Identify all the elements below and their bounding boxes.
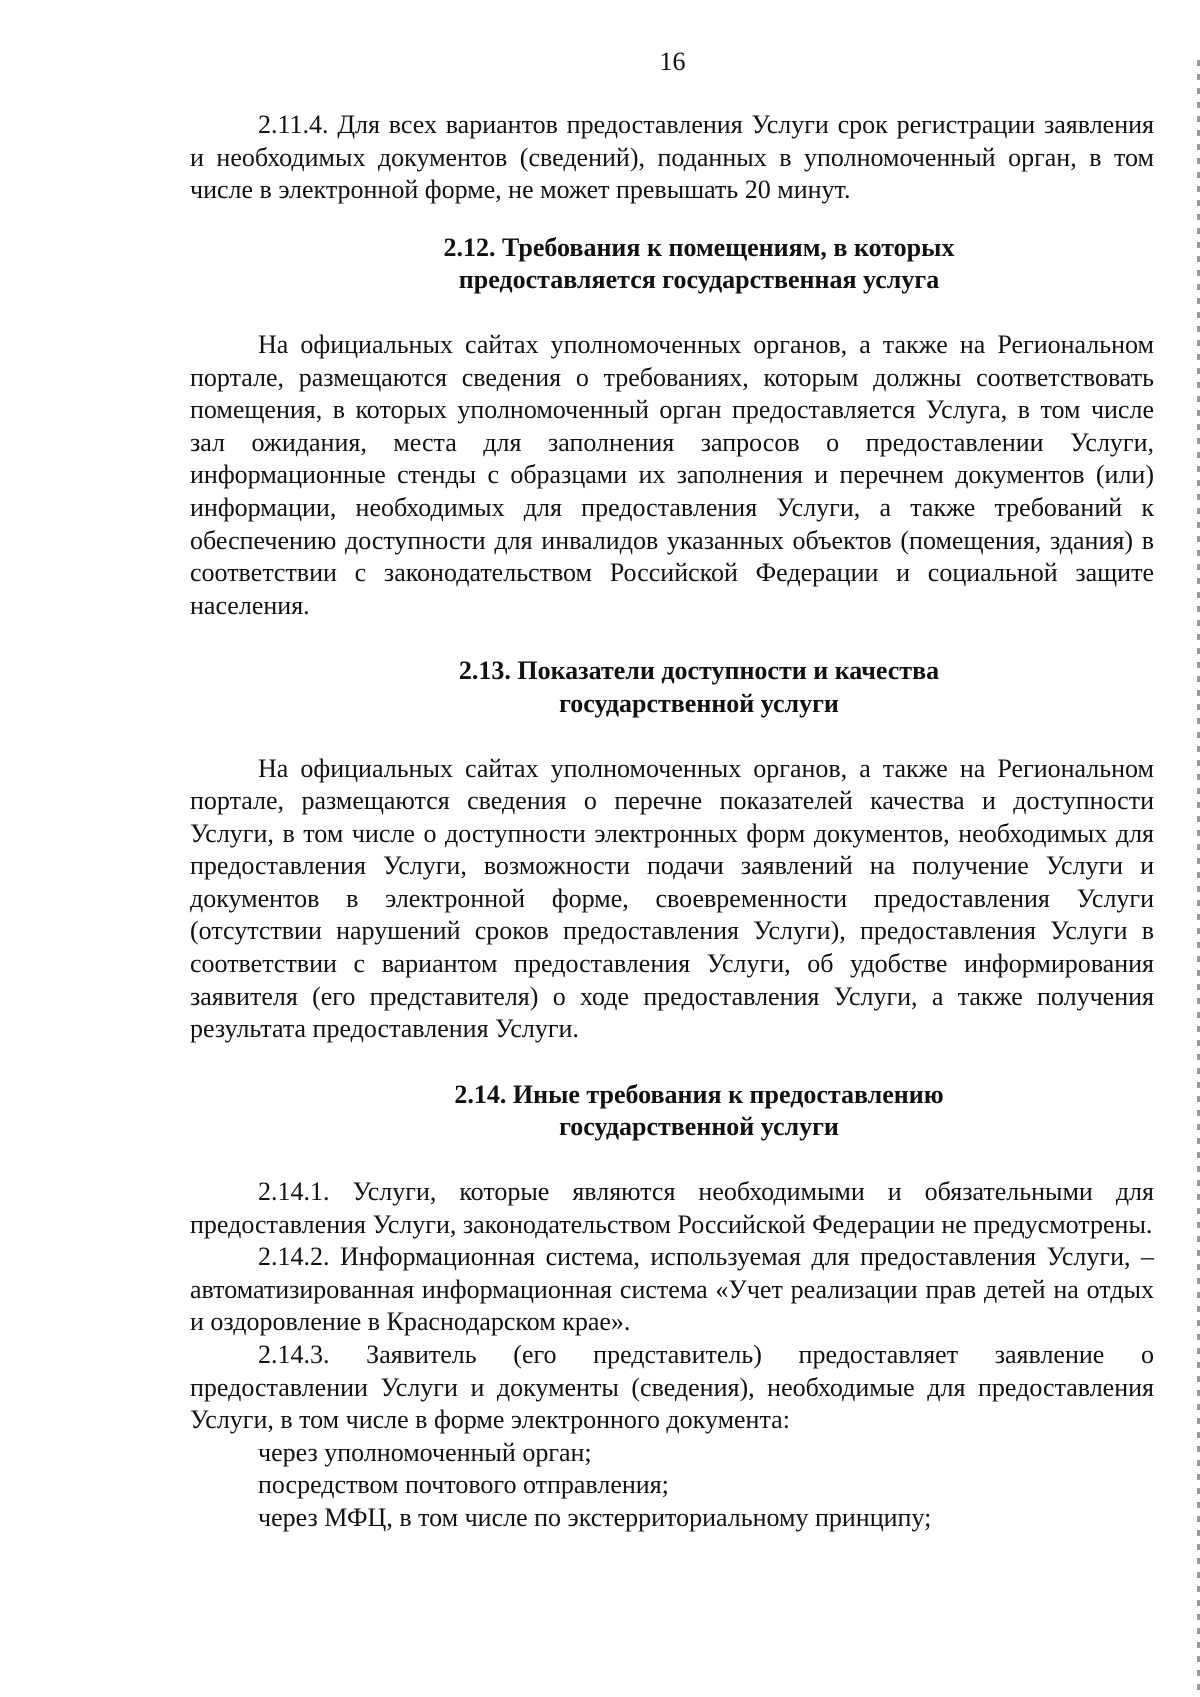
list-item: посредством почтового отправления; bbox=[258, 1470, 669, 1500]
paragraph-2-11-4: 2.11.4. Для всех вариантов предоставления Услуги срок регистрации заявления и необходимых документов (сведений), поданных в уполномоченный орган, в том числе в электронной форме, не может превышать 20 минут. bbox=[190, 110, 1154, 205]
paragraph-2-14-1: 2.14.1. Услуги, которые являются необходимыми и обязательными для предоставления Услуги, законодательством Российской Федерации не предусмотрены. bbox=[190, 1177, 1154, 1239]
heading-2-12-line-1: 2.12. Требования к помещениям, в которых bbox=[443, 232, 955, 262]
page-number: 16 bbox=[659, 47, 686, 76]
document-body bbox=[190, 109, 1154, 1535]
heading-2-14-line-1: 2.14. Иные требования к предоставлению bbox=[454, 1079, 944, 1109]
heading-2-13-line-1: 2.13. Показатели доступности и качества bbox=[458, 656, 940, 686]
paragraph-2-14-2: 2.14.2. Информационная система, используемая для предоставления Услуги, – автоматизированная информационная система «Учет реализации прав детей на отдых и оздоровление в Краснодарском крае». bbox=[190, 1242, 1154, 1337]
paragraph-2-14-3: 2.14.3. Заявитель (его представитель) предоставляет заявление о предоставлении Услуги и документы (сведения), необходимые для предоставления Услуги, в том числе в форме электронного документа: bbox=[190, 1340, 1154, 1435]
paragraph-2-12: На официальных сайтах уполномоченных органов, а также на Региональном портале, размещаются сведения о требованиях, которым должны соответствовать помещения, в которых уполномоченный орган предоставляется Услуга, в том числе зал ожидания, места для заполнения запросов о предоставлении Услуги, информационные стенды с образцами их заполнения и перечнем документов (или) информации, необходимых для предоставления Услуги, а также требований к обеспечению доступности для инвалидов указанных объектов (помещения, здания) в соответствии с законодательством Российской Федерации и социальной защите населения. bbox=[190, 329, 1154, 620]
list-item: через уполномоченный орган; bbox=[258, 1437, 592, 1467]
heading-2-14-line-2: государственной услуги bbox=[559, 1112, 839, 1142]
heading-2-13 bbox=[190, 655, 1154, 720]
list-item: через МФЦ, в том числе по экстерриториальному принципу; bbox=[258, 1502, 932, 1532]
heading-2-14 bbox=[190, 1079, 1154, 1144]
heading-2-13-line-2: государственной услуги bbox=[559, 688, 839, 718]
paragraph-2-13: На официальных сайтах уполномоченных органов, а также на Региональном портале, размещаются сведения о перечне показателей качества и доступности Услуги, в том числе о доступности электронных форм документов, необходимых для предоставления Услуги, возможности подачи заявлений на получение Услуги и документов в электронной форме, своевременности предоставления Услуги (отсутствии нарушений сроков предоставления Услуги), предоставления Услуги в соответствии с вариантом предоставления Услуги, об удобстве информирования заявителя (его представителя) о ходе предоставления Услуги, а также получения результата предоставления Услуги. bbox=[190, 753, 1154, 1044]
heading-2-12-line-2: предоставляется государственная услуга bbox=[458, 265, 940, 295]
heading-2-12 bbox=[190, 232, 1154, 297]
